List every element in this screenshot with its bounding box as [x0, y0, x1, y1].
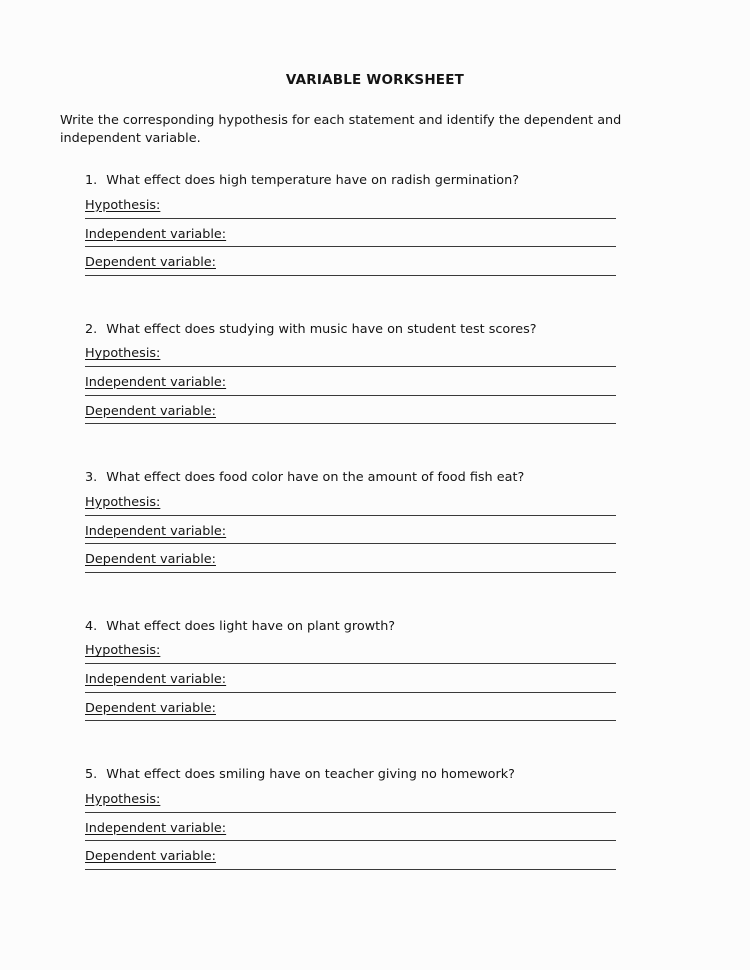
independent-variable-label: Independent variable: [85, 820, 227, 836]
independent-variable-line [85, 821, 616, 842]
question-number: 1. [85, 173, 98, 189]
hypothesis-label: Hypothesis: [85, 791, 161, 807]
question-statement: What effect does smiling have on teacher giving no homework? [106, 767, 515, 783]
question-text [85, 322, 616, 339]
instructions-text: Write the corresponding hypothesis for each statement and identify the dependent and independent variable. [60, 113, 622, 146]
hypothesis-line [85, 346, 616, 367]
independent-variable-label: Independent variable: [85, 523, 227, 539]
dependent-variable-label: Dependent variable: [85, 700, 216, 716]
question-text [85, 470, 616, 487]
question-number: 3. [85, 470, 98, 486]
dependent-variable-line [85, 552, 616, 573]
independent-variable-line [85, 672, 616, 693]
question-text [85, 173, 616, 190]
dependent-variable-label: Dependent variable: [85, 255, 216, 271]
dependent-variable-label: Dependent variable: [85, 849, 216, 865]
hypothesis-line [85, 495, 616, 516]
hypothesis-label: Hypothesis: [85, 346, 161, 362]
question-number: 2. [85, 321, 98, 337]
questions-list [85, 173, 616, 870]
dependent-variable-line [85, 701, 616, 722]
independent-variable-label: Independent variable: [85, 672, 227, 688]
question-statement: What effect does high temperature have on radish germination? [106, 173, 520, 189]
hypothesis-label: Hypothesis: [85, 197, 161, 213]
dependent-variable-label: Dependent variable: [85, 552, 216, 568]
question-statement: What effect does light have on plant growth? [106, 618, 396, 634]
question-block-2 [85, 322, 616, 425]
question-text [85, 767, 616, 784]
dependent-variable-line [85, 255, 616, 276]
question-text [85, 619, 616, 636]
hypothesis-label: Hypothesis: [85, 643, 161, 659]
question-block-3 [85, 470, 616, 573]
independent-variable-label: Independent variable: [85, 226, 227, 242]
question-block-4 [85, 619, 616, 722]
page-title: VARIABLE WORKSHEET [285, 72, 465, 88]
question-block-1 [85, 173, 616, 276]
dependent-variable-line [85, 849, 616, 870]
hypothesis-line [85, 643, 616, 664]
question-block-5 [85, 767, 616, 870]
dependent-variable-line [85, 404, 616, 425]
hypothesis-label: Hypothesis: [85, 494, 161, 510]
question-number: 5. [85, 767, 98, 783]
hypothesis-line [85, 198, 616, 219]
dependent-variable-label: Dependent variable: [85, 403, 216, 419]
independent-variable-label: Independent variable: [85, 375, 227, 391]
independent-variable-line [85, 227, 616, 248]
hypothesis-line [85, 792, 616, 813]
independent-variable-line [85, 524, 616, 545]
independent-variable-line [85, 375, 616, 396]
question-number: 4. [85, 618, 98, 634]
question-statement: What effect does studying with music have on student test scores? [106, 321, 537, 337]
question-statement: What effect does food color have on the amount of food fish eat? [106, 470, 525, 486]
